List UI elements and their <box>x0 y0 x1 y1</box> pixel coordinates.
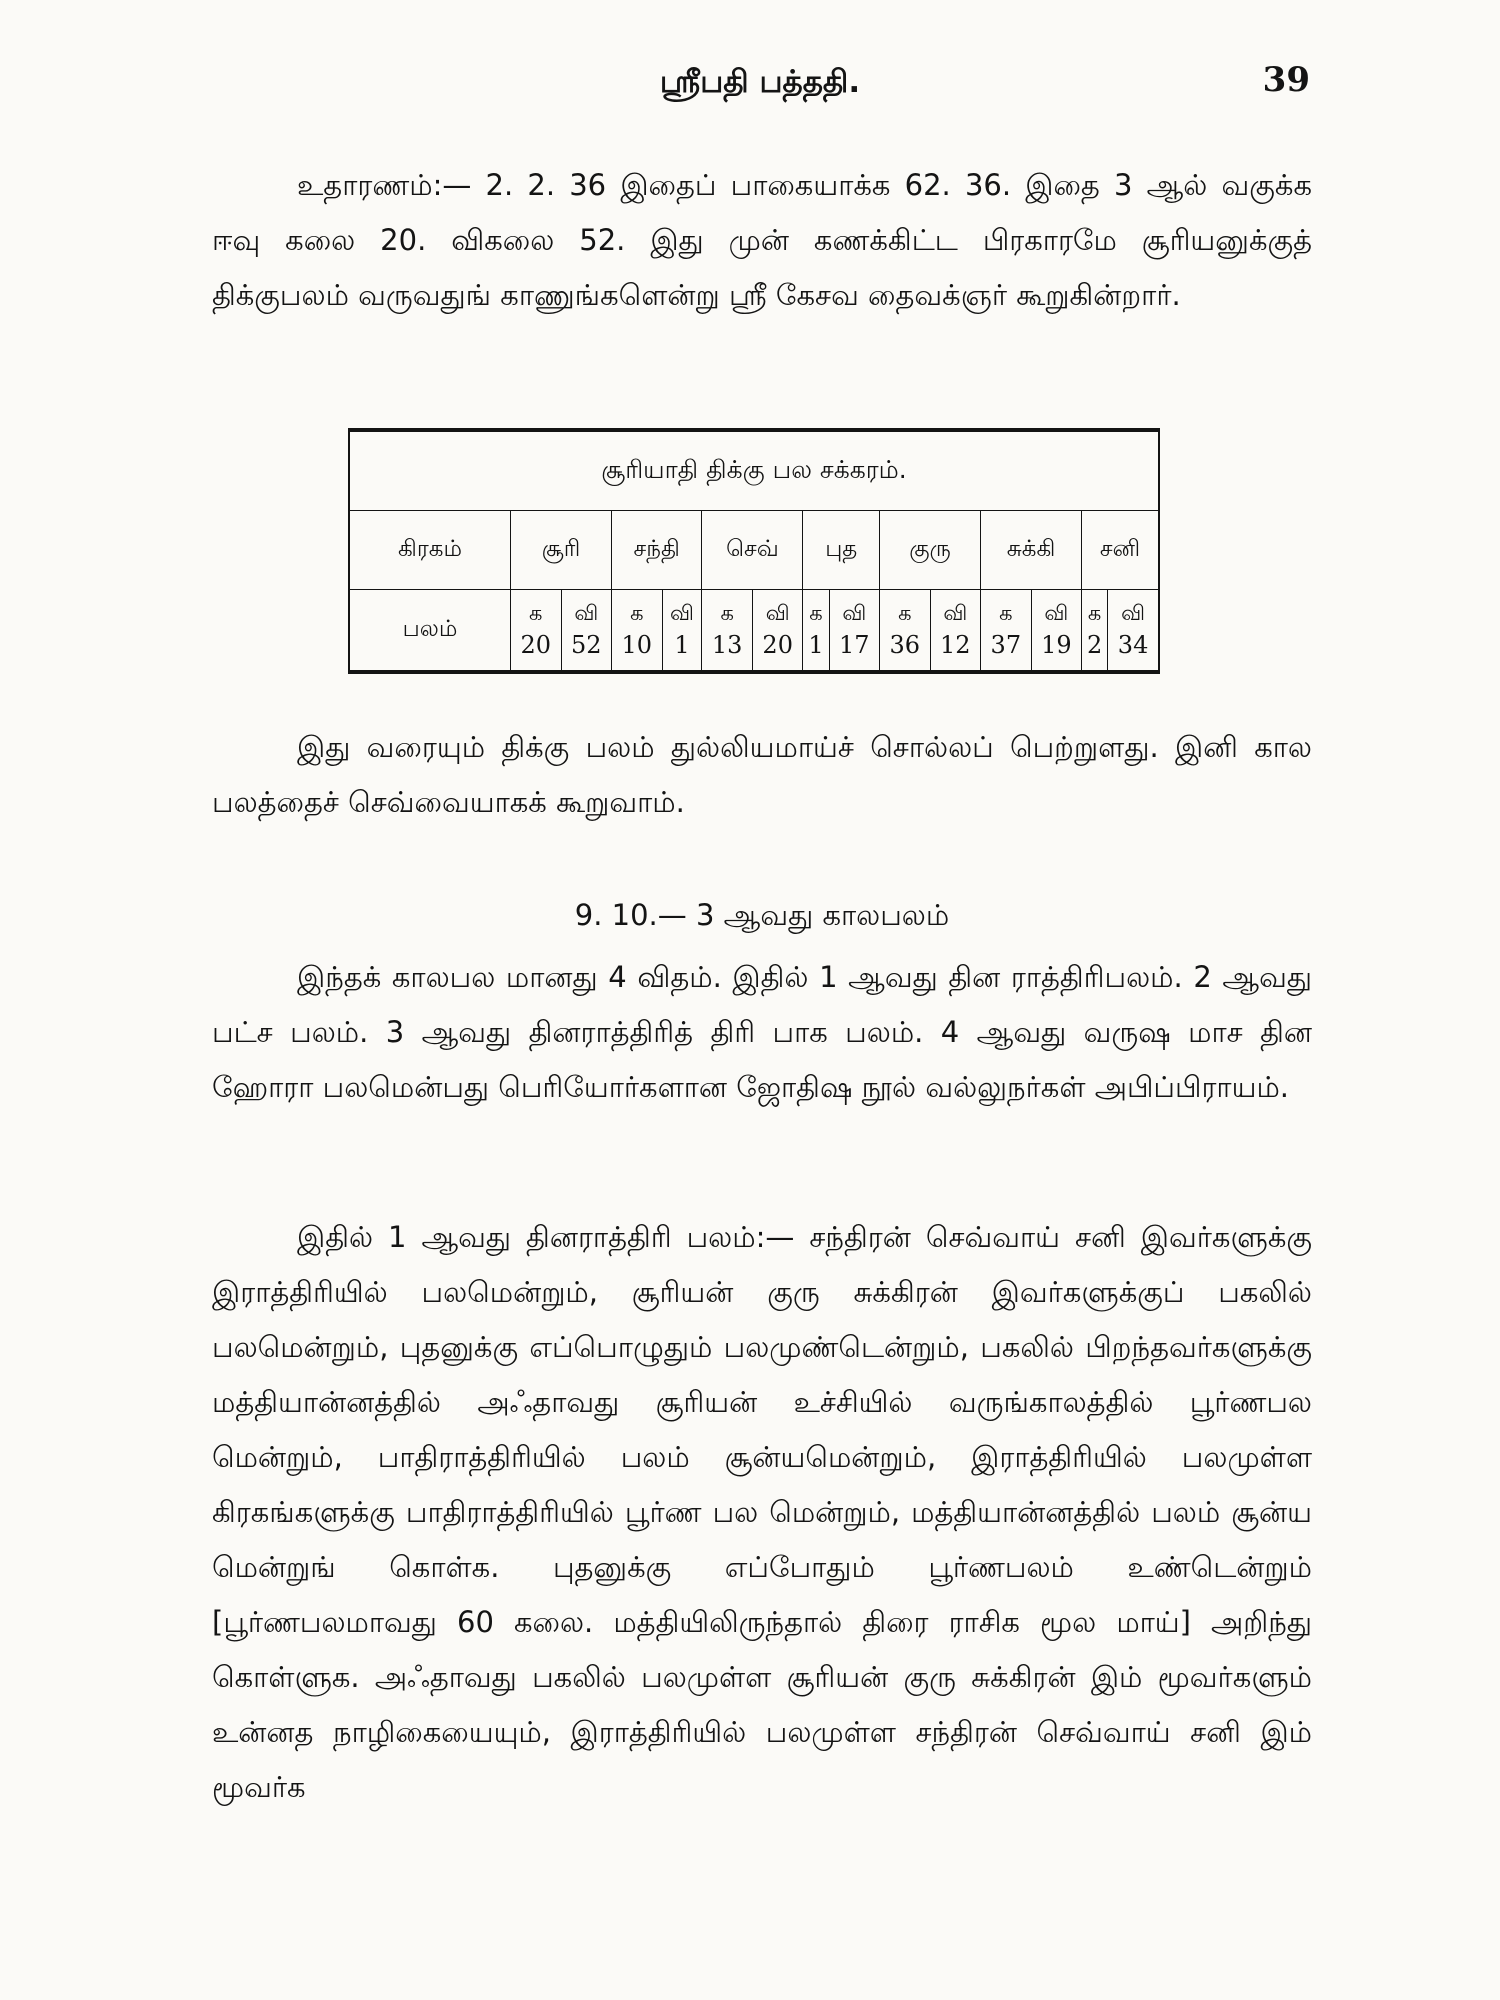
vikalai-cell <box>752 590 803 673</box>
paragraph-example: உதாரணம்:— 2. 2. 36 இதைப் பாகையாக்க 62. 36. இதை 3 ஆல் வகுக்க ஈவு கலை 20. விகலை 52. இது முன் கணக்கிட்ட பிரகாரமே சூரியனுக்குத் திக்குபலம் வருவதுங் காணுங்களென்று ஸ்ரீ கேசவ தைவக்ஞர் கூறுகின்றார். <box>212 168 1312 312</box>
paragraph-dig-bala-summary: இது வரையும் திக்கு பலம் துல்லியமாய்ச் சொல்லப் பெற்றுளது. இனி கால பலத்தைச் செவ்வையாகக் கூறுவாம். <box>212 730 1312 819</box>
planet-header-row <box>349 511 1159 590</box>
unit-label: வி <box>943 601 968 625</box>
kalai-cell <box>880 590 931 673</box>
unit-label: வி <box>1121 601 1146 625</box>
vikalai-value: 12 <box>940 631 971 659</box>
dig-bala-table <box>348 428 1160 674</box>
paragraph-dina-ratri-bala: இதில் 1 ஆவது தினராத்திரி பலம்:— சந்திரன் செவ்வாய் சனி இவர்களுக்கு இராத்திரியில் பலமென்றும், சூரியன் குரு சுக்கிரன் இவர்களுக்குப் பகலில் பலமென்றும், புதனுக்கு எப்பொழுதும் பலமுண்டென்றும், பகலில் பிறந்தவர்களுக்கு மத்தியான்னத்தில் அஃதாவது சூரியன் உச்சியில் வருங்காலத்தில் பூர்ணபல மென்றும், பாதிராத்திரியில் பலம் சூன்யமென்றும், இராத்திரியில் பலமுள்ள கிரகங்களுக்கு பாதிராத்திரியில் பூர்ண பல மென்றும், மத்தியான்னத்தில் பலம் சூன்ய மென்றுங் கொள்க. புதனுக்கு எப்போதும் பூர்ணபலம் உண்டென்றும் [பூர்ணபலமாவது 60 கலை. மத்தியிலிருந்தால் திரை ராசிக மூல மாய்] அறிந்து கொள்ளுக. அஃதாவது பகலில் பலமுள்ள சூரியன் குரு சுக்கிரன் இம் மூவர்களும் உன்னத நாழிகையையும், இராத்திரியில் பலமுள்ள சந்திரன் செவ்வாய் சனி இம் மூவர்க <box>212 1220 1312 1804</box>
kalai-value: 37 <box>990 631 1022 659</box>
table <box>348 428 1160 674</box>
unit-label: க <box>898 601 912 625</box>
planet-header: சுக்கி <box>981 511 1082 590</box>
unit-label: க <box>720 601 734 625</box>
page-number: 39 <box>1262 60 1310 100</box>
vikalai-value: 34 <box>1117 631 1149 659</box>
kalai-value: 13 <box>711 631 743 659</box>
unit-label: வி <box>842 601 867 625</box>
kalai-value: 1 <box>808 631 824 659</box>
vikalai-cell <box>829 590 880 673</box>
planet-header: செவ் <box>702 511 803 590</box>
vikalai-value: 20 <box>762 631 793 659</box>
planet-header: சூரி <box>511 511 612 590</box>
planet-header: சந்தி <box>612 511 702 590</box>
vikalai-value: 17 <box>839 631 870 659</box>
vikalai-cell <box>930 590 981 673</box>
vikalai-value: 1 <box>674 631 690 659</box>
vikalai-cell <box>1108 590 1159 673</box>
section-heading: 9. 10.— 3 ஆவது காலபலம் <box>574 898 950 932</box>
table-caption: சூரியாதி திக்கு பல சக்கரம். <box>349 430 1159 511</box>
kalai-cell <box>511 590 562 673</box>
unit-label: வி <box>1044 601 1069 625</box>
vikalai-cell <box>662 590 702 673</box>
vikalai-value: 52 <box>571 631 602 659</box>
vikalai-value: 19 <box>1041 631 1072 659</box>
kalai-cell <box>612 590 663 673</box>
row-label-bala: பலம் <box>349 590 511 673</box>
unit-label: க <box>630 601 644 625</box>
row-label-graha: கிரகம் <box>349 511 511 590</box>
kalai-cell <box>803 590 829 673</box>
bala-value-row <box>349 590 1159 673</box>
unit-label: க <box>529 601 543 625</box>
kalai-value: 20 <box>520 631 552 659</box>
kalai-cell <box>981 590 1032 673</box>
kalai-value: 2 <box>1086 631 1103 659</box>
unit-label: வி <box>765 601 790 625</box>
vikalai-cell <box>1031 590 1082 673</box>
kalai-cell <box>702 590 753 673</box>
planet-header: புத <box>803 511 880 590</box>
unit-label: வி <box>670 601 694 625</box>
kalai-value: 36 <box>889 631 921 659</box>
paragraph-kala-bala-types: இந்தக் காலபல மானது 4 விதம். இதில் 1 ஆவது தின ராத்திரிபலம். 2 ஆவது பட்ச பலம். 3 ஆவது தினராத்திரித் திரி பாக பலம். 4 ஆவது வருஷ மாச தின ஹோரா பலமென்பது பெரியோர்களான ஜோதிஷ நூல் வல்லுநர்கள் அபிப்பிராயம். <box>212 960 1312 1104</box>
vikalai-cell <box>561 590 612 673</box>
unit-label: க <box>999 601 1013 625</box>
unit-label: க <box>809 601 823 625</box>
planet-header: சனி <box>1082 511 1159 590</box>
page-header <box>210 56 1310 116</box>
running-title: ஸ்ரீபதி பத்ததி. <box>659 64 861 100</box>
kalai-cell <box>1082 590 1108 673</box>
unit-label: க <box>1087 601 1102 625</box>
planet-header: குரு <box>880 511 981 590</box>
kalai-value: 10 <box>621 631 653 659</box>
unit-label: வி <box>574 601 599 625</box>
